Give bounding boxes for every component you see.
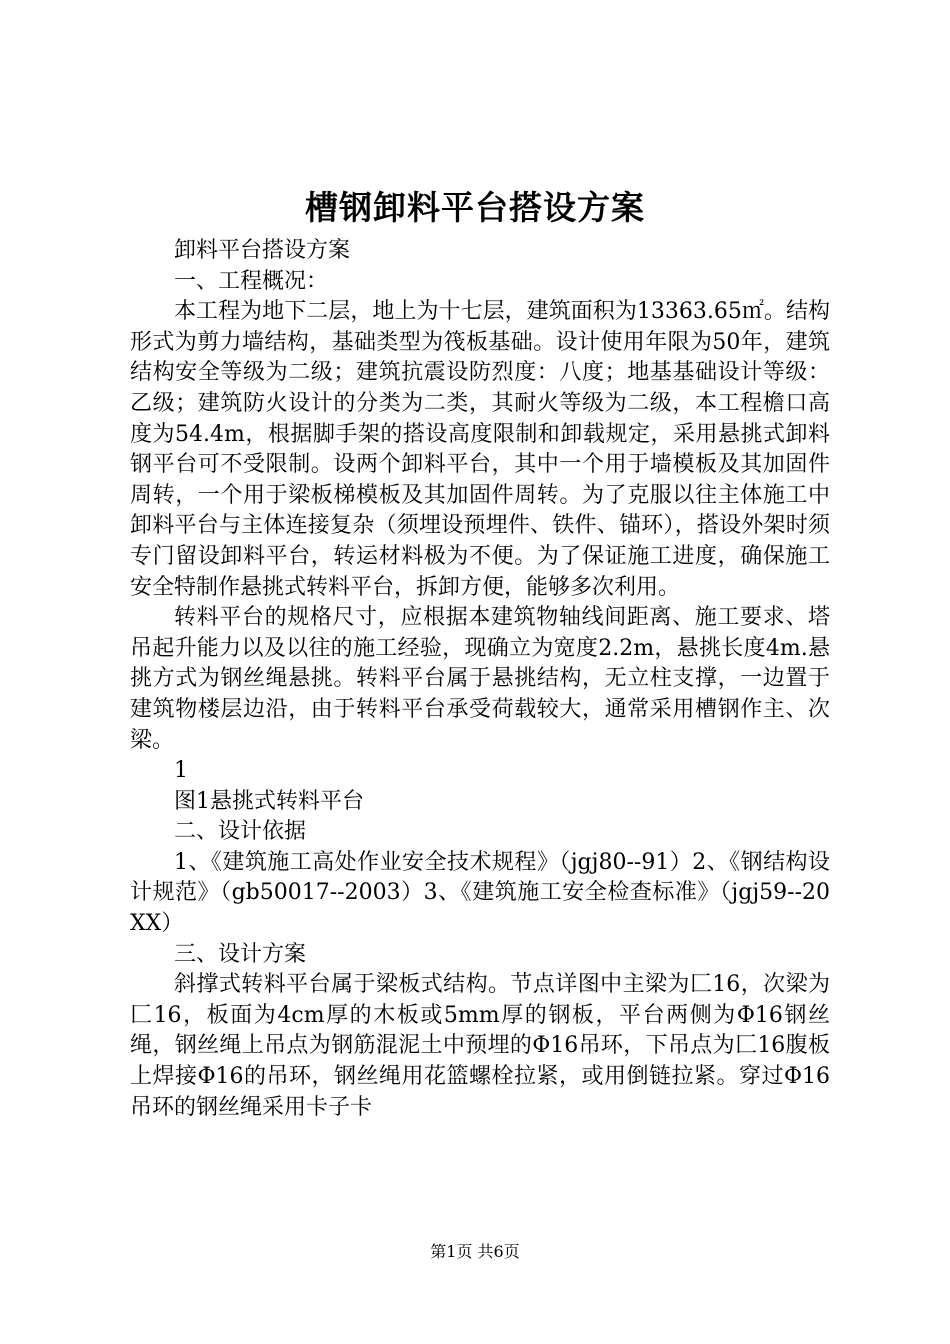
section-heading-overview: 一、工程概况： <box>174 268 329 294</box>
paragraph-basis: 1、《建筑施工高处作业安全技术规程》（jgj80--91）2、《钢结构设计规范》（gb50017--2003）3、《建筑施工安全检查标准》（jgj59--20XX） <box>130 849 830 937</box>
paragraph-platform-size: 转料平台的规格尺寸，应根据本建筑物轴线间距离、施工要求、塔吊起升能力以及以往的施工经验，现确立为宽度2.2m，悬挑长度4m.悬挑方式为钢丝绳悬挑。转料平台属于悬挑结构，无立柱支撑，一边置于建筑物楼层边沿，由于转料平台承受荷载较大，通常采用槽钢作主、次梁。 <box>130 605 830 753</box>
figure-number: 1 <box>174 758 188 784</box>
figure-caption: 图1悬挑式转料平台 <box>174 788 364 814</box>
section-heading-basis: 二、设计依据 <box>174 819 307 845</box>
paragraph-plan: 斜撑式转料平台属于梁板式结构。节点详图中主梁为匚16，次梁为匚16，板面为4cm厚的木板或5mm厚的钢板，平台两侧为Φ16钢丝绳，钢丝绳上吊点为钢筋混泥土中预埋的Φ16吊环，下吊点为匚16腹板上焊接Φ16的吊环，钢丝绳用花篮螺栓拉紧，或用倒链拉紧。穿过Φ16吊环的钢丝绳采用卡子卡 <box>130 972 830 1120</box>
paragraph-subtitle: 卸料平台搭设方案 <box>174 238 351 263</box>
paragraph-overview: 本工程为地下二层，地上为十七层，建筑面积为13363.65㎡。结构形式为剪力墙结构，基础类型为筏板基础。设计使用年限为50年，建筑结构安全等级为二级；建筑抗震设防烈度：八度；地基基础设计等级：乙级；建筑防火设计的分类为二类，其耐火等级为二级，本工程檐口高度为54.4m，根据脚手架的搭设高度限制和卸载规定，采用悬挑式卸料钢平台可不受限制。设两个卸料平台，其中一个用于墙模板及其加固件周转，一个用于梁板梯模板及其加固件周转。为了克服以往主体施工中卸料平台与主体连接复杂（须埋设预埋件、铁件、锚环），搭设外架时须专门留设卸料平台，转运材料极为不便。为了保证施工进度，确保施工安全特制作悬挑式转料平台，拆卸方便，能够多次利用。 <box>130 299 830 600</box>
section-heading-plan: 三、设计方案 <box>174 941 307 967</box>
document-body <box>130 236 830 1123</box>
document-title: 槽钢卸料平台搭设方案 <box>305 188 645 227</box>
page-footer: 第1页 共6页 <box>430 1242 520 1261</box>
